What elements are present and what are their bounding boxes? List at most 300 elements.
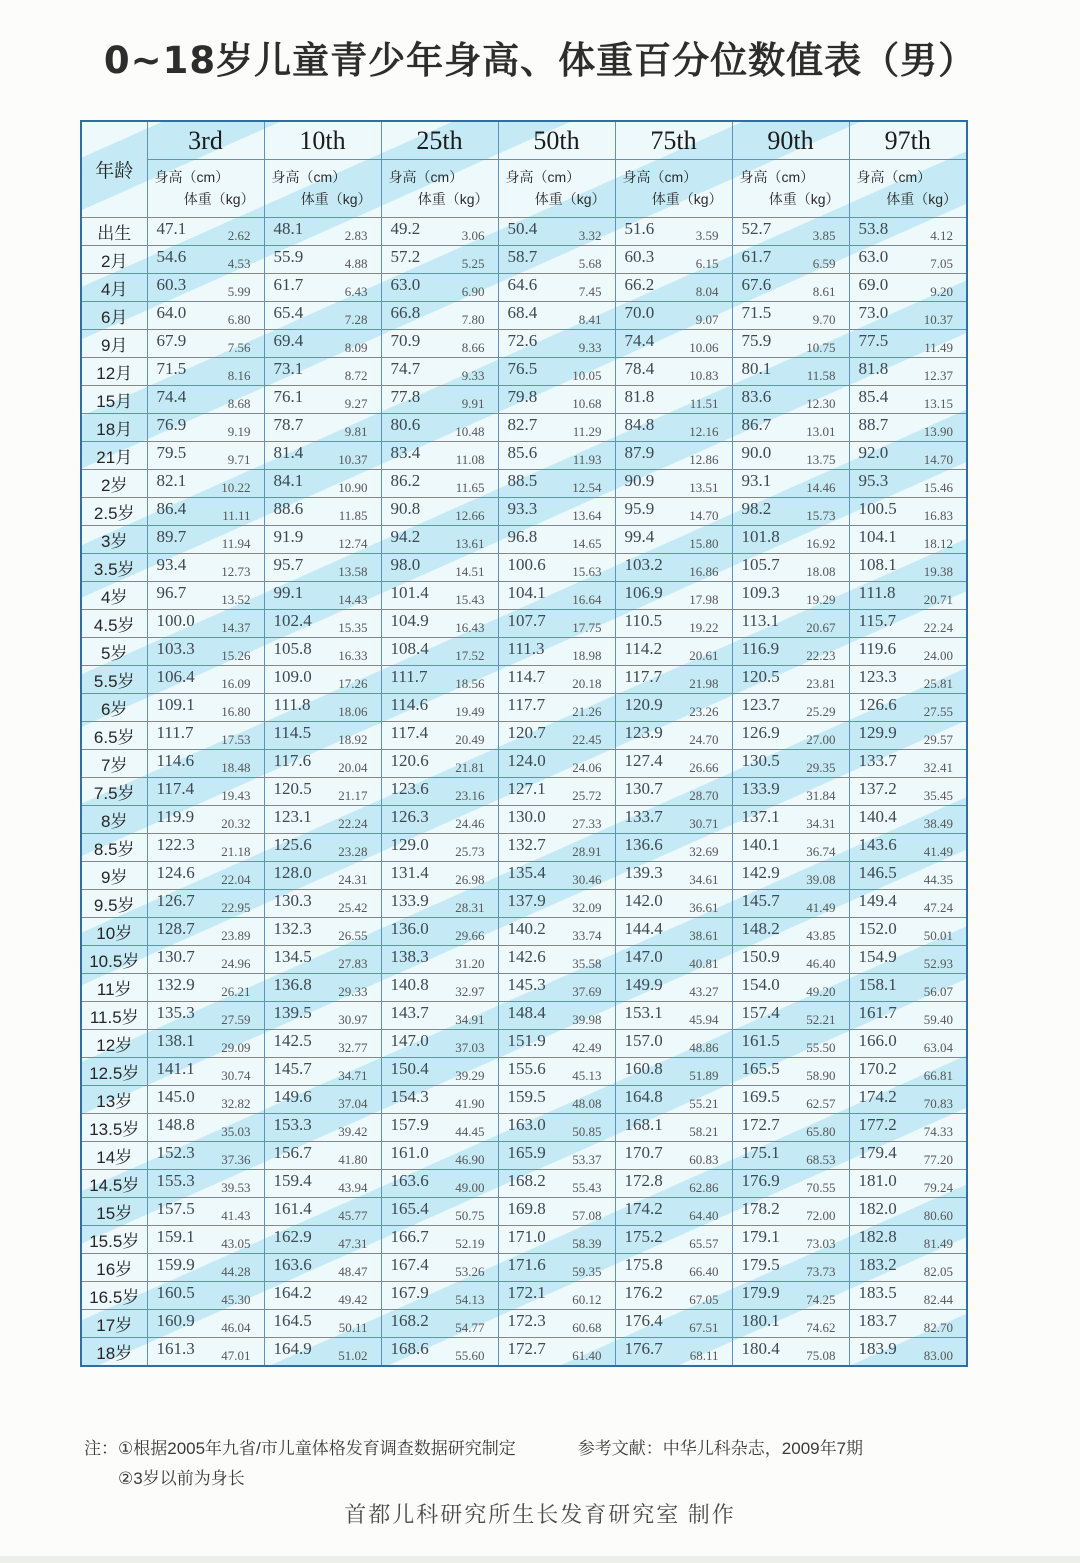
weight-value: 30.71 bbox=[689, 816, 719, 831]
age-cell: 12月 bbox=[81, 358, 147, 386]
value-cell bbox=[381, 386, 498, 414]
value-cell bbox=[849, 1254, 967, 1282]
height-value: 79.8 bbox=[507, 387, 538, 406]
value-cell bbox=[732, 890, 849, 918]
weight-value: 54.77 bbox=[455, 1320, 485, 1335]
height-value: 127.4 bbox=[624, 751, 663, 770]
height-value: 132.9 bbox=[156, 975, 195, 994]
weight-value: 20.04 bbox=[338, 760, 368, 775]
weight-value: 22.04 bbox=[221, 872, 251, 887]
value-cell bbox=[732, 1198, 849, 1226]
value-cell bbox=[147, 582, 264, 610]
table-row bbox=[81, 274, 967, 302]
value-cell bbox=[615, 806, 732, 834]
weight-value: 51.89 bbox=[689, 1068, 719, 1083]
height-value: 68.4 bbox=[507, 303, 538, 322]
value-cell bbox=[264, 750, 381, 778]
weight-value: 29.35 bbox=[806, 760, 836, 775]
table-row bbox=[81, 638, 967, 666]
value-cell bbox=[615, 1086, 732, 1114]
value-cell bbox=[381, 358, 498, 386]
weight-value: 5.68 bbox=[578, 256, 602, 271]
table-row bbox=[81, 1030, 967, 1058]
table-row bbox=[81, 1002, 967, 1030]
height-value: 54.6 bbox=[156, 247, 187, 266]
value-cell bbox=[498, 554, 615, 582]
value-cell bbox=[381, 1170, 498, 1198]
value-cell bbox=[615, 330, 732, 358]
age-cell: 18岁 bbox=[81, 1338, 147, 1367]
weight-value: 8.68 bbox=[227, 396, 251, 411]
weight-value: 20.32 bbox=[221, 816, 251, 831]
weight-value: 9.19 bbox=[227, 424, 251, 439]
value-cell bbox=[381, 834, 498, 862]
height-value: 76.1 bbox=[273, 387, 304, 406]
value-cell bbox=[732, 358, 849, 386]
value-cell bbox=[264, 974, 381, 1002]
value-cell bbox=[732, 778, 849, 806]
age-cell: 14.5岁 bbox=[81, 1170, 147, 1198]
weight-value: 32.97 bbox=[455, 984, 485, 999]
weight-value: 10.22 bbox=[221, 480, 251, 495]
value-cell bbox=[147, 386, 264, 414]
measure-header-cell bbox=[615, 160, 732, 218]
height-unit-label: 身高（cm） bbox=[154, 169, 230, 185]
value-cell bbox=[849, 554, 967, 582]
height-value: 172.8 bbox=[624, 1171, 663, 1190]
value-cell bbox=[381, 722, 498, 750]
table-row bbox=[81, 1338, 967, 1367]
value-cell bbox=[264, 358, 381, 386]
weight-value: 40.81 bbox=[689, 956, 719, 971]
value-cell bbox=[615, 442, 732, 470]
weight-value: 41.49 bbox=[923, 844, 953, 859]
value-cell bbox=[732, 1086, 849, 1114]
weight-value: 46.40 bbox=[806, 956, 836, 971]
height-value: 157.9 bbox=[390, 1115, 429, 1134]
weight-value: 56.07 bbox=[923, 984, 953, 999]
height-value: 155.6 bbox=[507, 1059, 546, 1078]
value-cell bbox=[849, 1226, 967, 1254]
weight-value: 37.69 bbox=[572, 984, 602, 999]
weight-value: 8.66 bbox=[461, 340, 485, 355]
weight-value: 11.29 bbox=[572, 424, 602, 439]
height-value: 76.9 bbox=[156, 415, 187, 434]
height-value: 180.4 bbox=[741, 1339, 780, 1358]
height-value: 114.2 bbox=[624, 639, 663, 658]
height-unit-label: 身高（cm） bbox=[271, 169, 347, 185]
value-cell bbox=[381, 862, 498, 890]
height-value: 179.1 bbox=[741, 1227, 780, 1246]
age-cell: 4.5岁 bbox=[81, 610, 147, 638]
weight-value: 21.26 bbox=[572, 704, 602, 719]
height-value: 85.6 bbox=[507, 443, 538, 462]
height-value: 110.5 bbox=[624, 611, 663, 630]
height-value: 123.7 bbox=[741, 695, 780, 714]
height-value: 183.7 bbox=[858, 1311, 897, 1330]
value-cell bbox=[849, 414, 967, 442]
value-cell bbox=[732, 1282, 849, 1310]
height-value: 146.5 bbox=[858, 863, 897, 882]
value-cell bbox=[498, 1142, 615, 1170]
weight-value: 36.74 bbox=[806, 844, 836, 859]
value-cell bbox=[498, 526, 615, 554]
value-cell bbox=[498, 750, 615, 778]
weight-value: 50.85 bbox=[572, 1124, 602, 1139]
weight-value: 6.59 bbox=[812, 256, 836, 271]
weight-value: 61.40 bbox=[572, 1348, 602, 1363]
height-value: 168.2 bbox=[390, 1311, 429, 1330]
height-value: 166.0 bbox=[858, 1031, 897, 1050]
height-value: 163.0 bbox=[507, 1115, 546, 1134]
value-cell bbox=[849, 1282, 967, 1310]
height-value: 108.1 bbox=[858, 555, 897, 574]
value-cell bbox=[498, 666, 615, 694]
weight-value: 17.53 bbox=[221, 732, 251, 747]
value-cell bbox=[147, 778, 264, 806]
value-cell bbox=[615, 694, 732, 722]
value-cell bbox=[615, 1282, 732, 1310]
height-value: 99.4 bbox=[624, 527, 655, 546]
weight-value: 74.25 bbox=[806, 1292, 836, 1307]
value-cell bbox=[381, 330, 498, 358]
height-value: 130.0 bbox=[507, 807, 546, 826]
age-cell: 5岁 bbox=[81, 638, 147, 666]
value-cell bbox=[381, 1338, 498, 1367]
weight-value: 60.12 bbox=[572, 1292, 602, 1307]
height-value: 128.0 bbox=[273, 863, 312, 882]
age-cell: 12岁 bbox=[81, 1030, 147, 1058]
height-value: 88.6 bbox=[273, 499, 304, 518]
height-value: 77.8 bbox=[390, 387, 421, 406]
growth-percentile-table bbox=[80, 120, 968, 1367]
value-cell bbox=[615, 554, 732, 582]
weight-value: 35.45 bbox=[923, 788, 953, 803]
value-cell bbox=[498, 862, 615, 890]
value-cell bbox=[498, 694, 615, 722]
height-value: 160.8 bbox=[624, 1059, 663, 1078]
weight-value: 65.80 bbox=[806, 1124, 836, 1139]
weight-value: 34.91 bbox=[455, 1012, 485, 1027]
weight-value: 55.21 bbox=[689, 1096, 719, 1111]
value-cell bbox=[732, 806, 849, 834]
value-cell bbox=[264, 414, 381, 442]
value-cell bbox=[732, 694, 849, 722]
weight-value: 44.28 bbox=[221, 1264, 251, 1279]
table-container bbox=[80, 120, 968, 1367]
weight-value: 73.03 bbox=[806, 1236, 836, 1251]
height-value: 165.5 bbox=[741, 1059, 780, 1078]
value-cell bbox=[147, 1002, 264, 1030]
weight-value: 7.80 bbox=[461, 312, 485, 327]
weight-value: 12.37 bbox=[923, 368, 953, 383]
value-cell bbox=[732, 1310, 849, 1338]
height-value: 86.7 bbox=[741, 415, 772, 434]
weight-value: 26.55 bbox=[338, 928, 368, 943]
height-value: 108.4 bbox=[390, 639, 429, 658]
weight-value: 67.51 bbox=[689, 1320, 719, 1335]
height-value: 95.3 bbox=[858, 471, 889, 490]
value-cell bbox=[732, 1142, 849, 1170]
height-value: 116.9 bbox=[741, 639, 780, 658]
table-row bbox=[81, 526, 967, 554]
value-cell bbox=[498, 442, 615, 470]
height-value: 160.5 bbox=[156, 1283, 195, 1302]
weight-value: 52.93 bbox=[923, 956, 953, 971]
height-value: 104.1 bbox=[507, 583, 546, 602]
height-value: 149.6 bbox=[273, 1087, 312, 1106]
weight-value: 6.15 bbox=[695, 256, 719, 271]
weight-value: 8.41 bbox=[578, 312, 602, 327]
weight-value: 6.80 bbox=[227, 312, 251, 327]
height-value: 58.7 bbox=[507, 247, 538, 266]
weight-value: 15.43 bbox=[455, 592, 485, 607]
weight-value: 21.18 bbox=[221, 844, 251, 859]
height-value: 84.1 bbox=[273, 471, 304, 490]
weight-value: 58.21 bbox=[689, 1124, 719, 1139]
weight-value: 14.65 bbox=[572, 536, 602, 551]
value-cell bbox=[498, 1198, 615, 1226]
value-cell bbox=[498, 1030, 615, 1058]
height-value: 156.7 bbox=[273, 1143, 312, 1162]
value-cell bbox=[381, 1198, 498, 1226]
height-value: 69.0 bbox=[858, 275, 889, 294]
height-value: 161.3 bbox=[156, 1339, 195, 1358]
weight-value: 47.24 bbox=[923, 900, 953, 915]
table-row bbox=[81, 414, 967, 442]
value-cell bbox=[849, 1030, 967, 1058]
height-value: 136.8 bbox=[273, 975, 312, 994]
value-cell bbox=[732, 834, 849, 862]
weight-value: 19.29 bbox=[806, 592, 836, 607]
value-cell bbox=[498, 1058, 615, 1086]
weight-value: 32.69 bbox=[689, 844, 719, 859]
height-value: 130.3 bbox=[273, 891, 312, 910]
height-value: 167.9 bbox=[390, 1283, 429, 1302]
value-cell bbox=[732, 414, 849, 442]
weight-value: 13.01 bbox=[806, 424, 836, 439]
weight-value: 9.33 bbox=[461, 368, 485, 383]
height-value: 153.1 bbox=[624, 1003, 663, 1022]
value-cell bbox=[264, 554, 381, 582]
height-value: 100.0 bbox=[156, 611, 195, 630]
weight-value: 43.05 bbox=[221, 1236, 251, 1251]
value-cell bbox=[147, 442, 264, 470]
height-value: 135.3 bbox=[156, 1003, 195, 1022]
height-value: 101.4 bbox=[390, 583, 429, 602]
height-value: 87.9 bbox=[624, 443, 655, 462]
value-cell bbox=[147, 946, 264, 974]
weight-value: 31.20 bbox=[455, 956, 485, 971]
weight-value: 17.52 bbox=[455, 648, 485, 663]
value-cell bbox=[498, 386, 615, 414]
value-cell bbox=[498, 218, 615, 246]
weight-value: 60.68 bbox=[572, 1320, 602, 1335]
weight-value: 7.05 bbox=[930, 256, 953, 271]
value-cell bbox=[615, 918, 732, 946]
age-cell: 7.5岁 bbox=[81, 778, 147, 806]
weight-value: 27.33 bbox=[572, 816, 602, 831]
weight-value: 25.42 bbox=[338, 900, 368, 915]
height-value: 82.1 bbox=[156, 471, 187, 490]
value-cell bbox=[381, 974, 498, 1002]
height-value: 148.8 bbox=[156, 1115, 195, 1134]
percentile-header-row bbox=[81, 121, 967, 160]
height-value: 162.9 bbox=[273, 1227, 312, 1246]
value-cell bbox=[849, 1086, 967, 1114]
value-cell bbox=[147, 218, 264, 246]
weight-value: 34.31 bbox=[806, 816, 836, 831]
height-value: 93.1 bbox=[741, 471, 772, 490]
weight-value: 5.99 bbox=[227, 284, 251, 299]
weight-value: 9.70 bbox=[812, 312, 836, 327]
height-value: 164.9 bbox=[273, 1339, 312, 1358]
value-cell bbox=[615, 582, 732, 610]
table-row bbox=[81, 1170, 967, 1198]
age-cell: 13岁 bbox=[81, 1086, 147, 1114]
value-cell bbox=[849, 610, 967, 638]
weight-value: 14.37 bbox=[221, 620, 251, 635]
weight-value: 21.17 bbox=[338, 788, 368, 803]
value-cell bbox=[732, 946, 849, 974]
value-cell bbox=[381, 470, 498, 498]
weight-value: 19.22 bbox=[689, 620, 719, 635]
height-value: 55.9 bbox=[273, 247, 304, 266]
weight-value: 11.49 bbox=[924, 340, 953, 355]
value-cell bbox=[849, 1114, 967, 1142]
weight-value: 5.25 bbox=[461, 256, 485, 271]
value-cell bbox=[147, 610, 264, 638]
weight-value: 33.74 bbox=[572, 928, 602, 943]
value-cell bbox=[147, 1226, 264, 1254]
value-cell bbox=[498, 610, 615, 638]
height-value: 120.5 bbox=[273, 779, 312, 798]
age-cell: 3.5岁 bbox=[81, 554, 147, 582]
value-cell bbox=[615, 610, 732, 638]
weight-value: 3.59 bbox=[695, 228, 719, 243]
value-cell bbox=[381, 1002, 498, 1030]
table-row bbox=[81, 722, 967, 750]
height-value: 130.7 bbox=[156, 947, 195, 966]
height-value: 101.8 bbox=[741, 527, 780, 546]
page-title: 0~18岁儿童青少年身高、体重百分位数值表（男） bbox=[103, 39, 977, 82]
height-value: 120.7 bbox=[507, 723, 546, 742]
height-value: 103.2 bbox=[624, 555, 663, 574]
weight-value: 25.72 bbox=[572, 788, 602, 803]
height-value: 169.8 bbox=[507, 1199, 546, 1218]
height-value: 169.5 bbox=[741, 1087, 780, 1106]
weight-value: 9.07 bbox=[695, 312, 719, 327]
value-cell bbox=[615, 722, 732, 750]
value-cell bbox=[264, 834, 381, 862]
value-cell bbox=[264, 778, 381, 806]
weight-value: 13.52 bbox=[221, 592, 251, 607]
value-cell bbox=[615, 862, 732, 890]
age-cell: 16岁 bbox=[81, 1254, 147, 1282]
table-body bbox=[81, 218, 967, 1367]
value-cell bbox=[264, 1226, 381, 1254]
age-cell: 4月 bbox=[81, 274, 147, 302]
value-cell bbox=[381, 582, 498, 610]
value-cell bbox=[732, 498, 849, 526]
height-value: 152.0 bbox=[858, 919, 897, 938]
height-value: 93.3 bbox=[507, 499, 538, 518]
value-cell bbox=[147, 1282, 264, 1310]
weight-value: 9.91 bbox=[461, 396, 485, 411]
value-cell bbox=[498, 722, 615, 750]
value-cell bbox=[147, 1254, 264, 1282]
value-cell bbox=[732, 722, 849, 750]
height-value: 96.8 bbox=[507, 527, 538, 546]
measure-header-row bbox=[81, 160, 967, 218]
weight-value: 43.85 bbox=[806, 928, 836, 943]
weight-value: 53.37 bbox=[572, 1152, 602, 1167]
value-cell bbox=[264, 386, 381, 414]
weight-value: 14.51 bbox=[455, 564, 485, 579]
weight-value: 6.43 bbox=[344, 284, 368, 299]
height-unit-label: 身高（cm） bbox=[739, 169, 815, 185]
value-cell bbox=[264, 1282, 381, 1310]
weight-value: 14.70 bbox=[689, 508, 719, 523]
weight-value: 13.58 bbox=[338, 564, 368, 579]
weight-value: 8.61 bbox=[812, 284, 836, 299]
age-cell: 15月 bbox=[81, 386, 147, 414]
height-value: 103.3 bbox=[156, 639, 195, 658]
value-cell bbox=[147, 526, 264, 554]
height-value: 171.6 bbox=[507, 1255, 546, 1274]
height-value: 98.2 bbox=[741, 499, 772, 518]
weight-value: 22.24 bbox=[923, 620, 953, 635]
value-cell bbox=[264, 470, 381, 498]
height-value: 76.5 bbox=[507, 359, 538, 378]
height-value: 172.7 bbox=[507, 1339, 546, 1358]
value-cell bbox=[498, 1086, 615, 1114]
value-cell bbox=[498, 274, 615, 302]
value-cell bbox=[381, 246, 498, 274]
weight-value: 18.12 bbox=[923, 536, 953, 551]
height-value: 165.4 bbox=[390, 1199, 429, 1218]
height-value: 140.1 bbox=[741, 835, 780, 854]
value-cell bbox=[849, 890, 967, 918]
height-value: 107.7 bbox=[507, 611, 546, 630]
table-row bbox=[81, 1310, 967, 1338]
value-cell bbox=[498, 246, 615, 274]
table-row bbox=[81, 358, 967, 386]
weight-value: 63.04 bbox=[923, 1040, 953, 1055]
weight-value: 82.05 bbox=[923, 1264, 953, 1279]
height-value: 133.7 bbox=[624, 807, 663, 826]
table-row bbox=[81, 1086, 967, 1114]
age-cell: 2月 bbox=[81, 246, 147, 274]
age-cell: 12.5岁 bbox=[81, 1058, 147, 1086]
height-value: 81.4 bbox=[273, 443, 304, 462]
table-row bbox=[81, 498, 967, 526]
height-value: 153.3 bbox=[273, 1115, 312, 1134]
measure-header-cell bbox=[849, 160, 967, 218]
height-value: 117.4 bbox=[390, 723, 429, 742]
weight-value: 82.70 bbox=[923, 1320, 953, 1335]
height-value: 168.1 bbox=[624, 1115, 663, 1134]
height-value: 133.9 bbox=[390, 891, 429, 910]
weight-value: 24.70 bbox=[689, 732, 719, 747]
weight-value: 15.35 bbox=[338, 620, 368, 635]
weight-value: 39.53 bbox=[221, 1180, 251, 1195]
height-value: 111.7 bbox=[156, 723, 194, 742]
percentile-header-25th: 25th bbox=[381, 121, 498, 160]
height-value: 179.4 bbox=[858, 1143, 897, 1162]
value-cell bbox=[732, 918, 849, 946]
table-row bbox=[81, 778, 967, 806]
